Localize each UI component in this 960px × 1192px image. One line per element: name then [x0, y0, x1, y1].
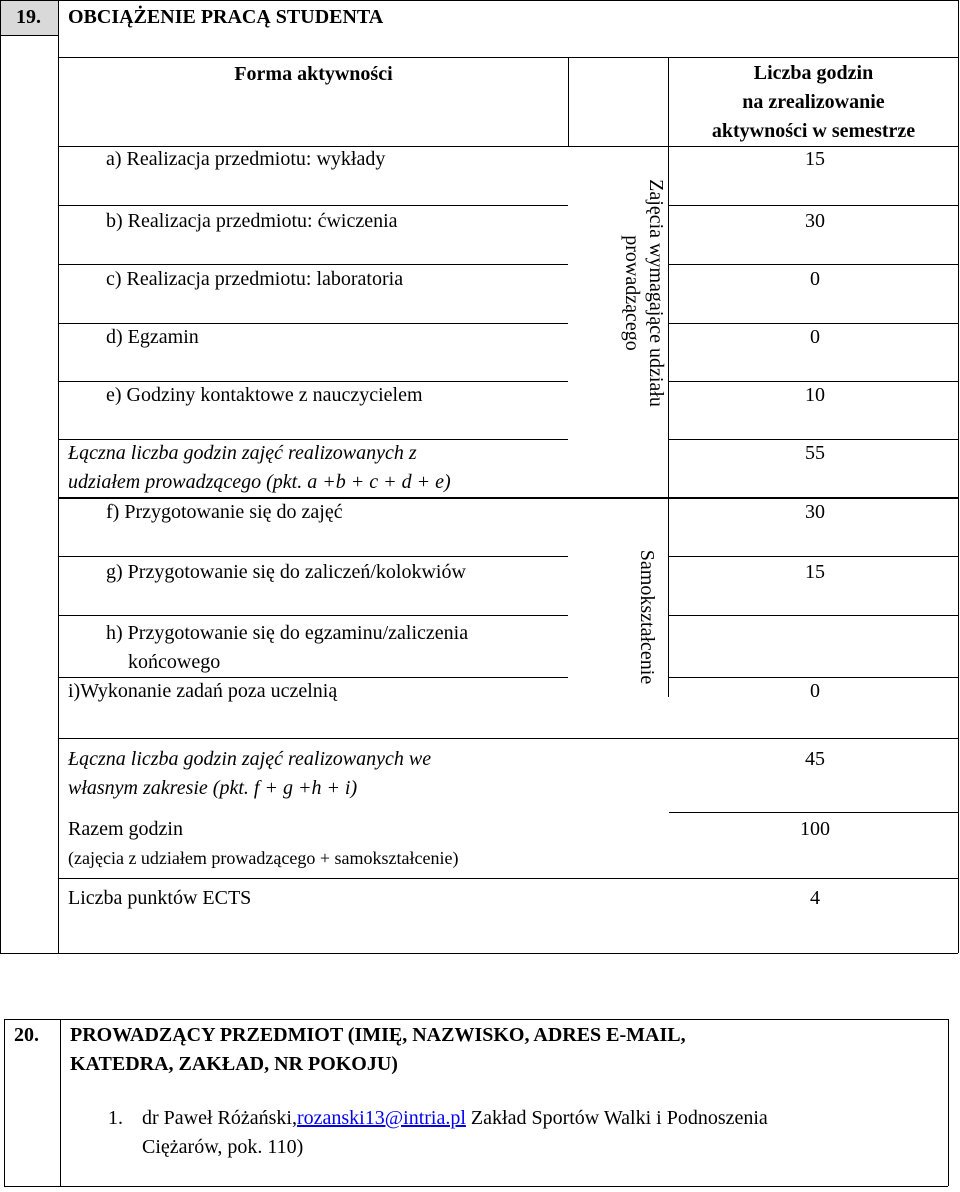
section-19-title: OBCIĄŻENIE PRACĄ STUDENTA — [68, 6, 384, 28]
section-20-title-line2: KATEDRA, ZAKŁAD, NR POKOJU) — [70, 1053, 398, 1075]
lecturer-line2: Ciężarów, pok. 110) — [142, 1136, 304, 1158]
row-f-label: f) Przygotowanie się do zajęć — [106, 501, 343, 523]
header-hours-line1: Liczba godzin — [753, 62, 874, 84]
row-e-label: e) Godziny kontaktowe z nauczycielem — [106, 384, 423, 406]
row-i-label: i)Wykonanie zadań poza uczelnią — [68, 680, 338, 702]
row-ects-value: 4 — [810, 887, 820, 909]
header-form: Forma aktywności — [234, 63, 393, 85]
row-c-value: 0 — [810, 268, 820, 290]
row-g-label: g) Przygotowanie się do zaliczeń/kolokwiów — [106, 561, 466, 583]
header-hours-line3: aktywności w semestrze — [711, 120, 916, 142]
lecturer-email-link[interactable]: rozanski13@intria.pl — [296, 1107, 466, 1129]
row-ects-label: Liczba punktów ECTS — [68, 887, 252, 909]
row-contact-total-label-line1: Łączna liczba godzin zajęć realizowanych z — [68, 442, 417, 464]
row-b-label: b) Realizacja przedmiotu: ćwiczenia — [106, 210, 398, 232]
row-h-label-line2: końcowego — [128, 651, 221, 673]
header-hours-line2: na zrealizowanie — [742, 91, 885, 113]
group-label-self-study: Samokształcenie — [636, 549, 658, 685]
row-i-value: 0 — [810, 680, 820, 702]
row-a-label: a) Realizacja przedmiotu: wykłady — [106, 148, 386, 170]
lecturer-line1 — [142, 1104, 768, 1133]
lecturer-item-number: 1. — [108, 1107, 123, 1129]
row-self-total-value: 45 — [805, 748, 825, 770]
row-b-value: 30 — [805, 210, 825, 232]
row-f-value: 30 — [805, 501, 825, 523]
row-self-total-label-line1: Łączna liczba godzin zajęć realizowanych we — [68, 748, 432, 770]
section-20-number: 20. — [14, 1024, 39, 1046]
lecturer-name: dr Paweł Różański, — [142, 1107, 297, 1129]
section-19-number: 19. — [16, 6, 41, 28]
row-h-label-line1: h) Przygotowanie się do egzaminu/zaliczenia — [106, 622, 469, 644]
row-a-value: 15 — [805, 148, 825, 170]
row-c-label: c) Realizacja przedmiotu: laboratoria — [106, 268, 404, 290]
row-grand-total-value: 100 — [800, 818, 830, 840]
row-g-value: 15 — [805, 561, 825, 583]
row-d-label: d) Egzamin — [106, 326, 199, 348]
row-self-total-label-line2: własnym zakresie (pkt. f + g +h + i) — [68, 777, 358, 799]
row-contact-total-value: 55 — [805, 442, 825, 464]
row-contact-total-label-line2: udziałem prowadzącego (pkt. a +b + c + d + e) — [68, 471, 451, 493]
row-grand-total-label-line2: (zajęcia z udziałem prowadzącego + samokształcenie) — [68, 848, 459, 868]
section-20-title-line1: PROWADZĄCY PRZEDMIOT (IMIĘ, NAZWISKO, ADRES E-MAIL, — [70, 1024, 686, 1046]
lecturer-department: Zakład Sportów Walki i Podnoszenia — [465, 1107, 768, 1129]
row-d-value: 0 — [810, 326, 820, 348]
row-e-value: 10 — [805, 384, 825, 406]
group-label-contact: Zajęcia wymagające udziału prowadzącego — [621, 179, 667, 407]
row-grand-total-label-line1: Razem godzin — [68, 818, 183, 840]
